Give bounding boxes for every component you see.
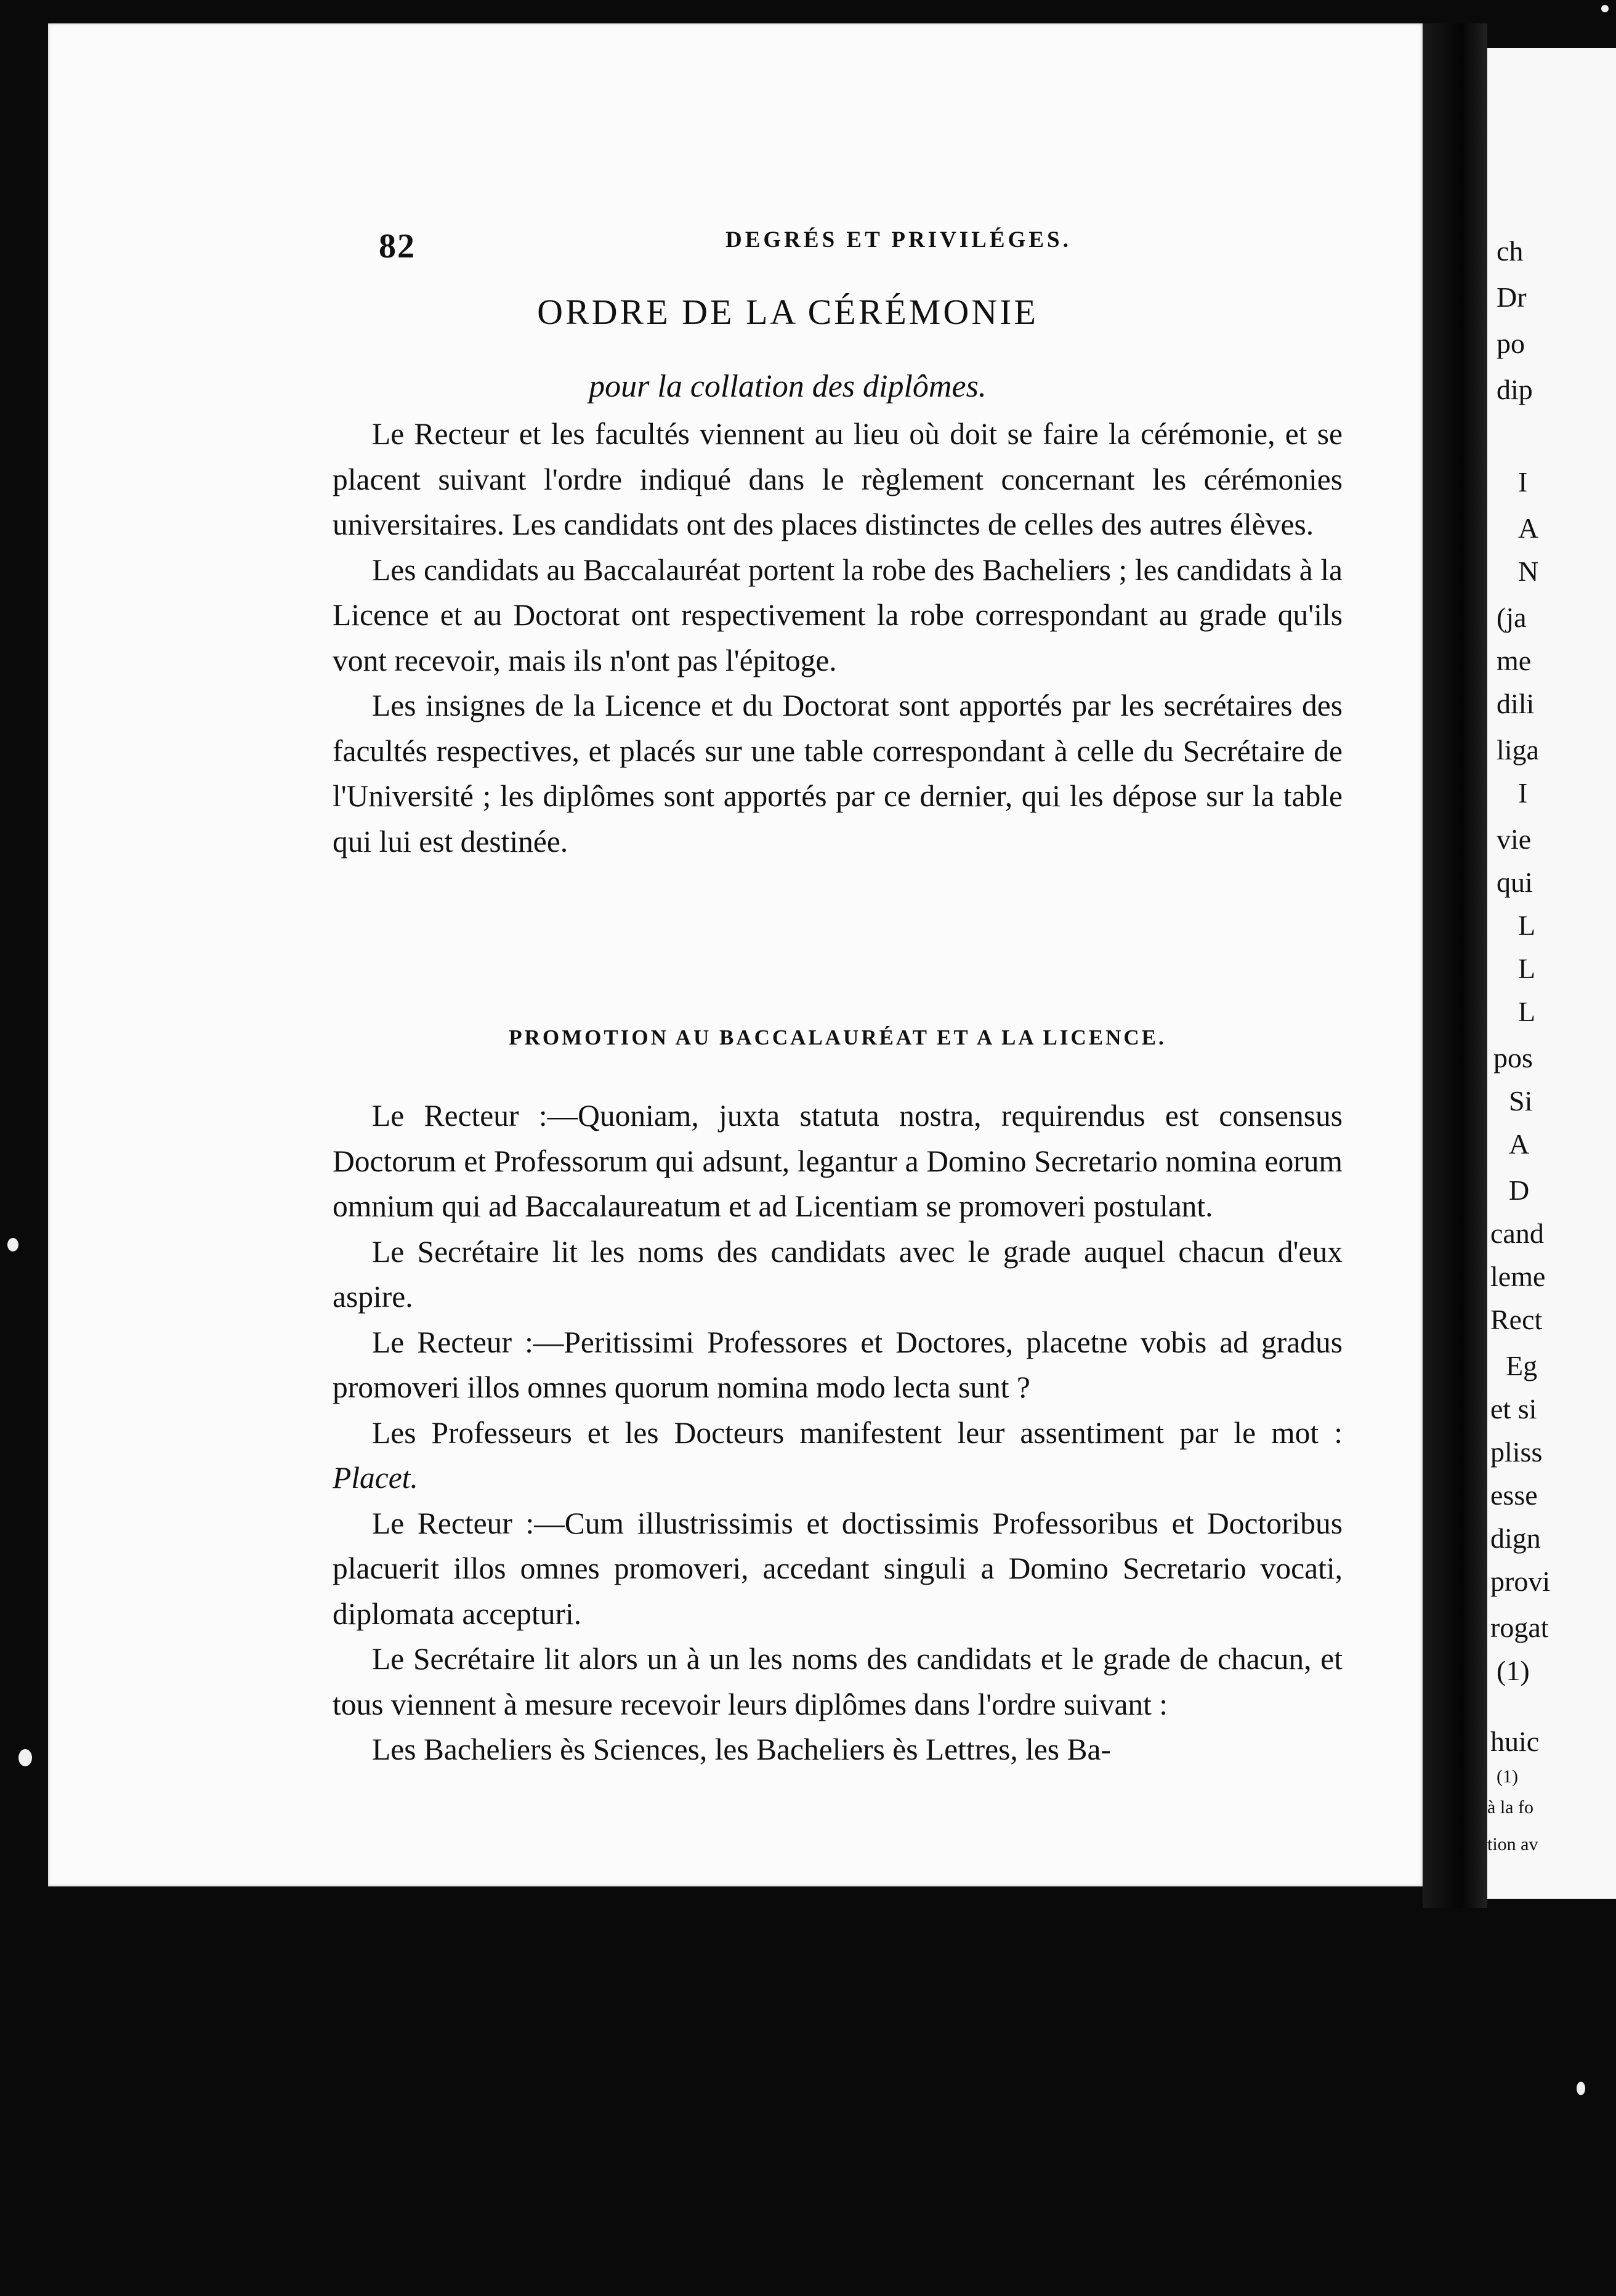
dust-speck — [1601, 5, 1609, 12]
adjacent-page-fragment: huic — [1490, 1726, 1540, 1757]
narration-text: Les Bacheliers ès Sciences, les Bacheliers ès Lettres, les Ba- — [372, 1732, 1111, 1766]
adjacent-page-fragment: D — [1509, 1174, 1530, 1206]
intro-paragraph: Les candidats au Baccalauréat portent la robe des Bacheliers ; les candidats à la Licence et au Doctorat ont respectivement la robe correspondant au grade qu'ils vont recevoir, mais ils n'ont pas l'épitoge. — [333, 552, 1343, 677]
adjacent-page-fragment: dili — [1497, 688, 1535, 719]
adjacent-page-fragment: (1) — [1497, 1766, 1518, 1787]
adjacent-page-fragment: et si — [1490, 1393, 1537, 1425]
adjacent-page-fragment: Dr — [1497, 281, 1527, 313]
adjacent-page-fragment: liga — [1497, 734, 1539, 766]
narration-text: Le Secrétaire lit les noms des candidats avec le grade auquel chacun d'eux aspire. — [333, 1234, 1343, 1314]
adjacent-page-fragment: A — [1518, 512, 1539, 544]
adjacent-page-fragment: me — [1497, 645, 1532, 676]
speaker-label: Le Recteur :— — [372, 1325, 564, 1359]
dust-speck — [7, 1238, 18, 1251]
adjacent-page-fragment: cand — [1490, 1218, 1544, 1249]
section-heading: PROMOTION AU BACCALAURÉAT ET A LA LICENCE. — [509, 1025, 1166, 1049]
adjacent-page-fragment: provi — [1490, 1566, 1551, 1597]
promotion-paragraph — [333, 1501, 1343, 1637]
adjacent-page-fragment: ch — [1497, 235, 1524, 267]
adjacent-page-fragment: dip — [1497, 374, 1533, 405]
narration-text: Les Professeurs et les Docteurs manifestent leur assentiment par le mot : — [372, 1415, 1343, 1450]
promotion-paragraph — [333, 1636, 1343, 1727]
ceremony-title: ORDRE DE LA CÉRÉMONIE — [537, 292, 1038, 332]
latin-text: Peritissimi Professores et Doctores, placetne vobis ad gradus promoveri illos omnes quorum nomina modo lecta sunt ? — [333, 1325, 1343, 1404]
adjacent-page-fragment: Si — [1509, 1085, 1533, 1117]
adjacent-page-fragment: pliss — [1490, 1436, 1543, 1468]
adjacent-page-fragment: L — [1518, 996, 1536, 1027]
ceremony-subtitle: pour la collation des diplômes. — [589, 369, 987, 404]
speaker-label: Le Recteur :— — [372, 1506, 565, 1540]
adjacent-page-fragment: tion av — [1487, 1834, 1538, 1854]
promotion-paragraph — [333, 1093, 1343, 1229]
adjacent-page-fragment: vie — [1497, 823, 1532, 855]
speaker-label: Le Recteur :— — [372, 1099, 578, 1133]
placet-emphasis: Placet. — [333, 1461, 418, 1495]
promotion-paragraph — [333, 1410, 1343, 1501]
adjacent-page-fragment: I — [1518, 466, 1528, 498]
intro-text-block — [333, 411, 1343, 864]
book-gutter — [1423, 23, 1487, 1908]
adjacent-page-fragment: L — [1518, 910, 1536, 941]
page-number: 82 — [379, 227, 416, 265]
running-head: DEGRÉS ET PRIVILÉGES. — [725, 227, 1072, 253]
dust-speck — [18, 1749, 32, 1766]
dust-speck — [1577, 2082, 1585, 2095]
latin-text: Quoniam, juxta statuta nostra, requirendus est consensus Doctorum et Professorum qui adsunt, legantur a Domino Secretario nomina eorum omnium qui ad Baccalaureatum et ad Licentiam se promoveri postulant. — [333, 1099, 1343, 1223]
adjacent-page-fragment: A — [1509, 1128, 1530, 1160]
intro-paragraph: Le Recteur et les facultés viennent au lieu où doit se faire la cérémonie, et se placent suivant l'ordre indiqué dans le règlement concernant les cérémonies universitaires. Les candidats ont des places distinctes de celles des autres élèves. — [333, 417, 1343, 541]
adjacent-page-fragment: N — [1518, 556, 1539, 587]
adjacent-page-fragment: (1) — [1497, 1655, 1530, 1686]
adjacent-page-fragment: rogat — [1490, 1612, 1549, 1643]
promotion-paragraph — [333, 1320, 1343, 1410]
latin-text: Cum illustrissimis et doctissimis Professoribus et Doctoribus placuerit illos omnes promoveri, accedant singuli a Domino Secretario vocati, diplomata accepturi. — [333, 1506, 1343, 1631]
promotion-text-block — [333, 1093, 1343, 1773]
promotion-paragraph — [333, 1229, 1343, 1320]
adjacent-page-fragment: L — [1518, 953, 1536, 984]
adjacent-page-fragment: à la fo — [1487, 1797, 1533, 1817]
adjacent-page-fragment: Rect — [1490, 1304, 1543, 1335]
adjacent-page-fragment: po — [1497, 328, 1525, 359]
adjacent-page-fragment: pos — [1493, 1042, 1533, 1073]
promotion-paragraph — [333, 1727, 1343, 1773]
intro-paragraph: Les insignes de la Licence et du Doctorat sont apportés par les secrétaires des facultés respectives, et placés sur une table correspondant à celle du Secrétaire de l'Université ; les diplômes sont apportés par ce dernier, qui les dépose sur la table qui lui est destinée. — [333, 689, 1343, 859]
adjacent-page-fragment: qui — [1497, 867, 1533, 898]
adjacent-page-fragment: leme — [1490, 1261, 1546, 1292]
adjacent-page-fragment: (ja — [1497, 602, 1527, 633]
narration-text: Le Secrétaire lit alors un à un les noms des candidats et le grade de chacun, et tous viennent à mesure recevoir leurs diplômes dans l'ordre suivant : — [333, 1642, 1343, 1721]
adjacent-page — [1487, 48, 1616, 1899]
adjacent-page-fragment: I — [1518, 777, 1528, 809]
adjacent-page-fragment: Eg — [1506, 1350, 1538, 1381]
adjacent-page-fragment: esse — [1490, 1479, 1538, 1511]
adjacent-page-fragment: dign — [1490, 1522, 1541, 1554]
